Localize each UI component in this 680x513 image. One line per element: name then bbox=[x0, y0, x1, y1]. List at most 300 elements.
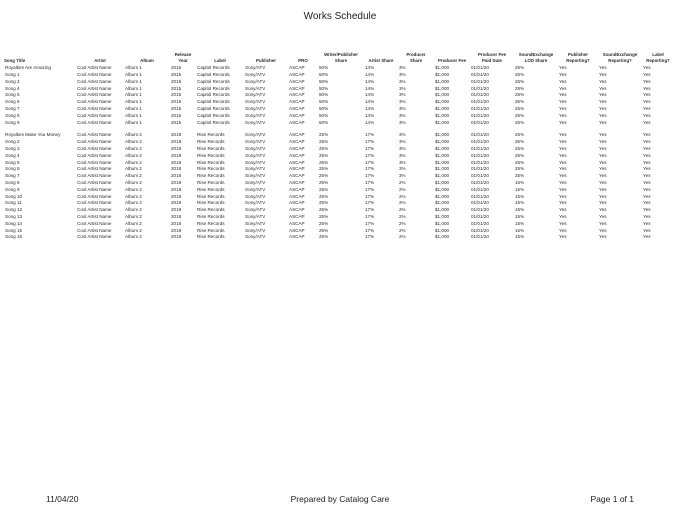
table-cell: Rise Records bbox=[197, 166, 225, 172]
table-cell: 01/01/20 bbox=[471, 112, 489, 118]
table-row bbox=[4, 79, 674, 86]
table-cell: $1,000 bbox=[435, 220, 450, 226]
column-header: Producer Share bbox=[406, 52, 426, 63]
table-cell: 2% bbox=[399, 213, 406, 219]
table-cell: $1,000 bbox=[435, 132, 450, 138]
table-cell: 14% bbox=[365, 85, 375, 91]
table-cell: Yes bbox=[599, 200, 607, 206]
table-cell: Yes bbox=[599, 65, 607, 71]
table-cell: Cool Artist Name bbox=[77, 220, 112, 226]
table-cell: Yes bbox=[559, 132, 567, 138]
table-cell: Yes bbox=[599, 173, 607, 179]
table-cell: 14% bbox=[365, 112, 375, 118]
table-cell: Rise Records bbox=[197, 159, 225, 165]
table-cell: 25% bbox=[319, 200, 329, 206]
table-cell: 17% bbox=[365, 145, 375, 151]
table-cell: $1,000 bbox=[435, 105, 450, 111]
table-cell: Yes bbox=[643, 166, 651, 172]
column-header: PRO bbox=[298, 57, 308, 63]
table-cell: Sony/ATV bbox=[245, 207, 266, 213]
table-cell: Yes bbox=[559, 92, 567, 98]
table-cell: $1,000 bbox=[435, 78, 450, 84]
table-cell: 2% bbox=[399, 234, 406, 240]
table-cell: Rise Records bbox=[197, 213, 225, 219]
page-title: Works Schedule bbox=[303, 11, 377, 22]
table-cell: Song 7 bbox=[5, 105, 20, 111]
table-cell: Yes bbox=[599, 145, 607, 151]
table-row bbox=[4, 72, 674, 79]
table-cell: Album 2 bbox=[125, 234, 142, 240]
table-cell: 17% bbox=[365, 186, 375, 192]
table-cell: $1,000 bbox=[435, 213, 450, 219]
table-cell: 2018 bbox=[171, 207, 182, 213]
table-cell: 15% bbox=[515, 234, 525, 240]
table-cell: Yes bbox=[599, 166, 607, 172]
table-cell: 3% bbox=[399, 159, 406, 165]
table-cell: 3% bbox=[399, 132, 406, 138]
table-cell: 25% bbox=[515, 166, 525, 172]
table-cell: Capitol Records bbox=[197, 99, 230, 105]
table-cell: Album 2 bbox=[125, 186, 142, 192]
table-row bbox=[4, 166, 674, 173]
table-cell: Rise Records bbox=[197, 132, 225, 138]
table-cell: ASCAP bbox=[289, 65, 305, 71]
table-cell: 2018 bbox=[171, 200, 182, 206]
table-cell: 2% bbox=[399, 200, 406, 206]
table-cell: Rise Records bbox=[197, 227, 225, 233]
table-cell: Yes bbox=[599, 186, 607, 192]
table-cell: Song 6 bbox=[5, 166, 20, 172]
table-cell: 17% bbox=[365, 139, 375, 145]
table-cell: 17% bbox=[365, 193, 375, 199]
table-cell: Sony/ATV bbox=[245, 166, 266, 172]
table-cell: Rise Records bbox=[197, 193, 225, 199]
footer-prepared-by: Prepared by Catalog Care bbox=[290, 494, 390, 504]
table-row bbox=[4, 228, 674, 235]
table-cell: Cool Artist Name bbox=[77, 145, 112, 151]
table-cell: Album 1 bbox=[125, 99, 142, 105]
footer-page-number: Page 1 of 1 bbox=[590, 494, 634, 504]
table-cell: Album 1 bbox=[125, 105, 142, 111]
column-header: Label Reporting? bbox=[646, 52, 670, 63]
table-cell: $1,000 bbox=[435, 139, 450, 145]
table-cell: Rise Records bbox=[197, 173, 225, 179]
table-cell: 17% bbox=[365, 207, 375, 213]
table-cell: Yes bbox=[599, 85, 607, 91]
table-cell: Sony/ATV bbox=[245, 85, 266, 91]
table-cell: Yes bbox=[559, 159, 567, 165]
table-cell: Song 3 bbox=[5, 145, 20, 151]
table-cell: Yes bbox=[599, 213, 607, 219]
table-cell: 25% bbox=[319, 166, 329, 172]
table-cell: $1,000 bbox=[435, 92, 450, 98]
table-cell: Rise Records bbox=[197, 186, 225, 192]
table-cell: ASCAP bbox=[289, 78, 305, 84]
table-cell: 17% bbox=[365, 152, 375, 158]
table-cell: 25% bbox=[319, 179, 329, 185]
table-cell: Cool Artist Name bbox=[77, 92, 112, 98]
table-cell: ASCAP bbox=[289, 207, 305, 213]
table-cell: 01/01/20 bbox=[471, 132, 489, 138]
table-cell: 50% bbox=[319, 119, 329, 125]
table-cell: Sony/ATV bbox=[245, 78, 266, 84]
table-cell: 17% bbox=[365, 166, 375, 172]
table-cell: Capitol Records bbox=[197, 119, 230, 125]
table-cell: 25% bbox=[515, 99, 525, 105]
table-cell: Yes bbox=[559, 112, 567, 118]
table-cell: Song 14 bbox=[5, 220, 23, 226]
table-cell: Sony/ATV bbox=[245, 132, 266, 138]
table-cell: Yes bbox=[559, 186, 567, 192]
table-cell: 2% bbox=[399, 220, 406, 226]
table-cell: $1,000 bbox=[435, 186, 450, 192]
table-cell: 25% bbox=[515, 139, 525, 145]
table-cell: 25% bbox=[515, 132, 525, 138]
table-cell: Sony/ATV bbox=[245, 186, 266, 192]
table-cell: 01/01/20 bbox=[471, 179, 489, 185]
table-cell: Album 2 bbox=[125, 166, 142, 172]
table-cell: Sony/ATV bbox=[245, 145, 266, 151]
table-cell: Cool Artist Name bbox=[77, 139, 112, 145]
column-header: Producer Fee bbox=[437, 57, 467, 63]
table-cell: Yes bbox=[599, 105, 607, 111]
table-cell: $1,000 bbox=[435, 65, 450, 71]
table-cell: 01/01/20 bbox=[471, 152, 489, 158]
table-cell: 2018 bbox=[171, 234, 182, 240]
table-cell: 25% bbox=[319, 159, 329, 165]
table-cell: 01/01/20 bbox=[471, 145, 489, 151]
table-cell: 01/01/20 bbox=[471, 92, 489, 98]
table-row bbox=[4, 160, 674, 167]
table-cell: Yes bbox=[643, 159, 651, 165]
table-cell: 50% bbox=[319, 71, 329, 77]
table-cell: Rise Records bbox=[197, 220, 225, 226]
table-cell: 2018 bbox=[171, 139, 182, 145]
table-cell: 15% bbox=[515, 193, 525, 199]
table-cell: $1,000 bbox=[435, 99, 450, 105]
table-cell: Album 1 bbox=[125, 85, 142, 91]
table-cell: Yes bbox=[643, 139, 651, 145]
table-cell: ASCAP bbox=[289, 145, 305, 151]
table-cell: Yes bbox=[559, 227, 567, 233]
table-cell: Cool Artist Name bbox=[77, 119, 112, 125]
table-cell: 25% bbox=[515, 152, 525, 158]
table-cell: 25% bbox=[319, 207, 329, 213]
table-cell: $1,000 bbox=[435, 119, 450, 125]
column-header: Label bbox=[214, 57, 226, 63]
table-cell: $1,000 bbox=[435, 152, 450, 158]
table-cell: ASCAP bbox=[289, 119, 305, 125]
table-cell: 25% bbox=[319, 186, 329, 192]
table-cell: 50% bbox=[319, 78, 329, 84]
table-cell: Cool Artist Name bbox=[77, 78, 112, 84]
table-cell: Song 8 bbox=[5, 179, 20, 185]
table-cell: Capitol Records bbox=[197, 65, 230, 71]
table-cell: Yes bbox=[559, 145, 567, 151]
table-cell: Capitol Records bbox=[197, 112, 230, 118]
table-row bbox=[4, 92, 674, 99]
table-cell: ASCAP bbox=[289, 173, 305, 179]
table-cell: 17% bbox=[365, 220, 375, 226]
table-cell: Royalties Make You Money bbox=[5, 132, 61, 138]
table-cell: Song 12 bbox=[5, 207, 23, 213]
table-cell: Song 11 bbox=[5, 200, 22, 206]
table-cell: $1,000 bbox=[435, 234, 450, 240]
footer-date: 11/04/20 bbox=[46, 494, 79, 504]
table-cell: 3% bbox=[399, 139, 406, 145]
table-cell: Album 2 bbox=[125, 159, 142, 165]
table-row bbox=[4, 200, 674, 207]
table-cell: Yes bbox=[599, 159, 607, 165]
table-cell: Sony/ATV bbox=[245, 112, 266, 118]
table-cell: 2015 bbox=[171, 85, 182, 91]
table-cell: 17% bbox=[365, 213, 375, 219]
table-cell: Sony/ATV bbox=[245, 173, 266, 179]
table-row bbox=[4, 173, 674, 180]
table-cell: $1,000 bbox=[435, 85, 450, 91]
table-cell: ASCAP bbox=[289, 152, 305, 158]
table-cell: Album 2 bbox=[125, 145, 142, 151]
table-cell: Yes bbox=[559, 193, 567, 199]
table-cell: 15% bbox=[515, 186, 525, 192]
table-cell: Yes bbox=[643, 112, 651, 118]
table-cell: 2% bbox=[399, 207, 406, 213]
table-cell: 25% bbox=[319, 152, 329, 158]
table-cell: Yes bbox=[643, 92, 651, 98]
table-cell: 25% bbox=[515, 119, 525, 125]
table-cell: 17% bbox=[365, 173, 375, 179]
table-cell: 2018 bbox=[171, 145, 182, 151]
table-cell: Royalties Are Amazing bbox=[5, 65, 51, 71]
table-row bbox=[4, 194, 674, 201]
table-cell: 15% bbox=[515, 200, 525, 206]
table-cell: Yes bbox=[599, 71, 607, 77]
table-cell: Cool Artist Name bbox=[77, 166, 112, 172]
table-cell: 2018 bbox=[171, 227, 182, 233]
table-cell: 01/01/20 bbox=[471, 234, 489, 240]
table-cell: Rise Records bbox=[197, 145, 225, 151]
table-cell: Yes bbox=[559, 65, 567, 71]
table-cell: 3% bbox=[399, 65, 406, 71]
table-cell: Yes bbox=[559, 105, 567, 111]
table-cell: 01/01/20 bbox=[471, 159, 489, 165]
column-header: SoundExchange LOD Share bbox=[518, 52, 554, 63]
table-row bbox=[4, 113, 674, 120]
table-header-row bbox=[4, 52, 674, 65]
table-cell: Yes bbox=[643, 173, 651, 179]
table-cell: ASCAP bbox=[289, 105, 305, 111]
table-cell: 2018 bbox=[171, 220, 182, 226]
table-cell: 14% bbox=[365, 105, 375, 111]
table-cell: 01/01/20 bbox=[471, 213, 489, 219]
table-cell: 25% bbox=[515, 145, 525, 151]
table-cell: 17% bbox=[365, 234, 375, 240]
table-cell: ASCAP bbox=[289, 159, 305, 165]
table-row bbox=[4, 65, 674, 72]
table-cell: ASCAP bbox=[289, 139, 305, 145]
table-cell: Yes bbox=[599, 179, 607, 185]
table-cell: 25% bbox=[319, 234, 329, 240]
table-cell: Album 1 bbox=[125, 119, 142, 125]
table-cell: 01/01/20 bbox=[471, 166, 489, 172]
table-cell: 01/01/20 bbox=[471, 173, 489, 179]
table-cell: 2015 bbox=[171, 119, 182, 125]
table-cell: 25% bbox=[515, 92, 525, 98]
table-cell: 01/01/20 bbox=[471, 193, 489, 199]
table-cell: Song 10 bbox=[5, 193, 23, 199]
table-cell: Sony/ATV bbox=[245, 213, 266, 219]
table-row bbox=[4, 146, 674, 153]
table-cell: Yes bbox=[559, 166, 567, 172]
table-cell: 25% bbox=[515, 159, 525, 165]
table-cell: 01/01/20 bbox=[471, 139, 489, 145]
column-header: Publisher bbox=[255, 57, 276, 63]
table-cell: Yes bbox=[599, 112, 607, 118]
table-cell: ASCAP bbox=[289, 193, 305, 199]
table-cell: Cool Artist Name bbox=[77, 65, 112, 71]
table-cell: $1,000 bbox=[435, 200, 450, 206]
table-cell: $1,000 bbox=[435, 227, 450, 233]
table-cell: Song 5 bbox=[5, 92, 20, 98]
table-cell: 25% bbox=[319, 227, 329, 233]
table-cell: Cool Artist Name bbox=[77, 105, 112, 111]
table-cell: Yes bbox=[643, 85, 651, 91]
table-cell: 3% bbox=[399, 92, 406, 98]
table-cell: Song 4 bbox=[5, 152, 20, 158]
table-cell: 50% bbox=[319, 65, 329, 71]
table-cell: 50% bbox=[319, 85, 329, 91]
table-cell: ASCAP bbox=[289, 220, 305, 226]
table-cell: $1,000 bbox=[435, 207, 450, 213]
table-cell: Yes bbox=[643, 193, 651, 199]
table-cell: Yes bbox=[599, 207, 607, 213]
table-cell: 2015 bbox=[171, 99, 182, 105]
table-cell: 3% bbox=[399, 78, 406, 84]
table-cell: Yes bbox=[599, 227, 607, 233]
table-cell: Capitol Records bbox=[197, 71, 230, 77]
table-cell: Yes bbox=[559, 179, 567, 185]
table-cell: Sony/ATV bbox=[245, 200, 266, 206]
table-cell: 2% bbox=[399, 227, 406, 233]
table-cell: Yes bbox=[599, 132, 607, 138]
table-row bbox=[4, 214, 674, 221]
table-cell: ASCAP bbox=[289, 71, 305, 77]
table-cell: 14% bbox=[365, 92, 375, 98]
table-cell: 2018 bbox=[171, 193, 182, 199]
table-cell: Cool Artist Name bbox=[77, 99, 112, 105]
table-cell: 01/01/20 bbox=[471, 186, 489, 192]
table-cell: Rise Records bbox=[197, 234, 225, 240]
table-cell: 01/01/20 bbox=[471, 99, 489, 105]
table-cell: Album 2 bbox=[125, 213, 142, 219]
table-cell: $1,000 bbox=[435, 145, 450, 151]
table-cell: 01/01/20 bbox=[471, 71, 489, 77]
table-cell: Sony/ATV bbox=[245, 119, 266, 125]
table-cell: 17% bbox=[365, 159, 375, 165]
table-cell: 50% bbox=[319, 112, 329, 118]
table-cell: 25% bbox=[515, 85, 525, 91]
table-cell: Sony/ATV bbox=[245, 220, 266, 226]
table-cell: Album 2 bbox=[125, 200, 142, 206]
table-cell: Yes bbox=[599, 234, 607, 240]
table-cell: Sony/ATV bbox=[245, 92, 266, 98]
table-cell: 01/01/20 bbox=[471, 65, 489, 71]
column-header: Artist bbox=[94, 57, 106, 63]
table-cell: Rise Records bbox=[197, 207, 225, 213]
table-cell: $1,000 bbox=[435, 173, 450, 179]
table-cell: Cool Artist Name bbox=[77, 179, 112, 185]
table-cell: $1,000 bbox=[435, 112, 450, 118]
table-cell: Capitol Records bbox=[197, 85, 230, 91]
table-cell: Yes bbox=[559, 173, 567, 179]
column-header: Release Year bbox=[174, 52, 192, 63]
table-row bbox=[4, 120, 674, 127]
column-header: Artist Share bbox=[368, 57, 394, 63]
table-cell: Yes bbox=[559, 220, 567, 226]
table-cell: 3% bbox=[399, 152, 406, 158]
column-header: Song Title bbox=[4, 57, 26, 63]
table-cell: Yes bbox=[643, 71, 651, 77]
table-cell: Song 9 bbox=[5, 186, 20, 192]
table-cell: Song 5 bbox=[5, 159, 20, 165]
table-cell: 15% bbox=[515, 179, 525, 185]
table-cell: Album 2 bbox=[125, 227, 142, 233]
table-cell: Album 2 bbox=[125, 173, 142, 179]
table-cell: 25% bbox=[515, 65, 525, 71]
table-row bbox=[4, 132, 674, 139]
column-header: Album bbox=[140, 57, 154, 63]
table-cell: Yes bbox=[599, 99, 607, 105]
table-cell: Yes bbox=[559, 139, 567, 145]
table-cell: Cool Artist Name bbox=[77, 71, 112, 77]
table-cell: $1,000 bbox=[435, 166, 450, 172]
table-cell: Album 2 bbox=[125, 220, 142, 226]
table-cell: Sony/ATV bbox=[245, 139, 266, 145]
table-cell: 01/01/20 bbox=[471, 227, 489, 233]
table-cell: Yes bbox=[643, 213, 651, 219]
table-cell: ASCAP bbox=[289, 92, 305, 98]
table-cell: Cool Artist Name bbox=[77, 193, 112, 199]
table-cell: 3% bbox=[399, 105, 406, 111]
column-header: SoundExchange Reporting? bbox=[602, 52, 638, 63]
table-cell: ASCAP bbox=[289, 227, 305, 233]
table-cell: 2015 bbox=[171, 71, 182, 77]
table-cell: 17% bbox=[365, 200, 375, 206]
table-cell: 2018 bbox=[171, 186, 182, 192]
table-cell: 2018 bbox=[171, 132, 182, 138]
table-cell: ASCAP bbox=[289, 213, 305, 219]
table-cell: Yes bbox=[559, 234, 567, 240]
table-cell: 14% bbox=[365, 119, 375, 125]
table-cell: 15% bbox=[515, 213, 525, 219]
table-cell: Cool Artist Name bbox=[77, 207, 112, 213]
table-cell: 15% bbox=[515, 220, 525, 226]
table-cell: Rise Records bbox=[197, 152, 225, 158]
table-row bbox=[4, 99, 674, 106]
table-cell: Yes bbox=[643, 119, 651, 125]
table-cell: Yes bbox=[559, 207, 567, 213]
table-cell: Cool Artist Name bbox=[77, 200, 112, 206]
table-cell: 14% bbox=[365, 65, 375, 71]
table-cell: 25% bbox=[515, 112, 525, 118]
table-cell: Yes bbox=[559, 78, 567, 84]
table-cell: Cool Artist Name bbox=[77, 132, 112, 138]
table-cell: Yes bbox=[599, 152, 607, 158]
table-cell: ASCAP bbox=[289, 234, 305, 240]
table-cell: Sony/ATV bbox=[245, 65, 266, 71]
table-cell: 14% bbox=[365, 78, 375, 84]
table-cell: Cool Artist Name bbox=[77, 213, 112, 219]
